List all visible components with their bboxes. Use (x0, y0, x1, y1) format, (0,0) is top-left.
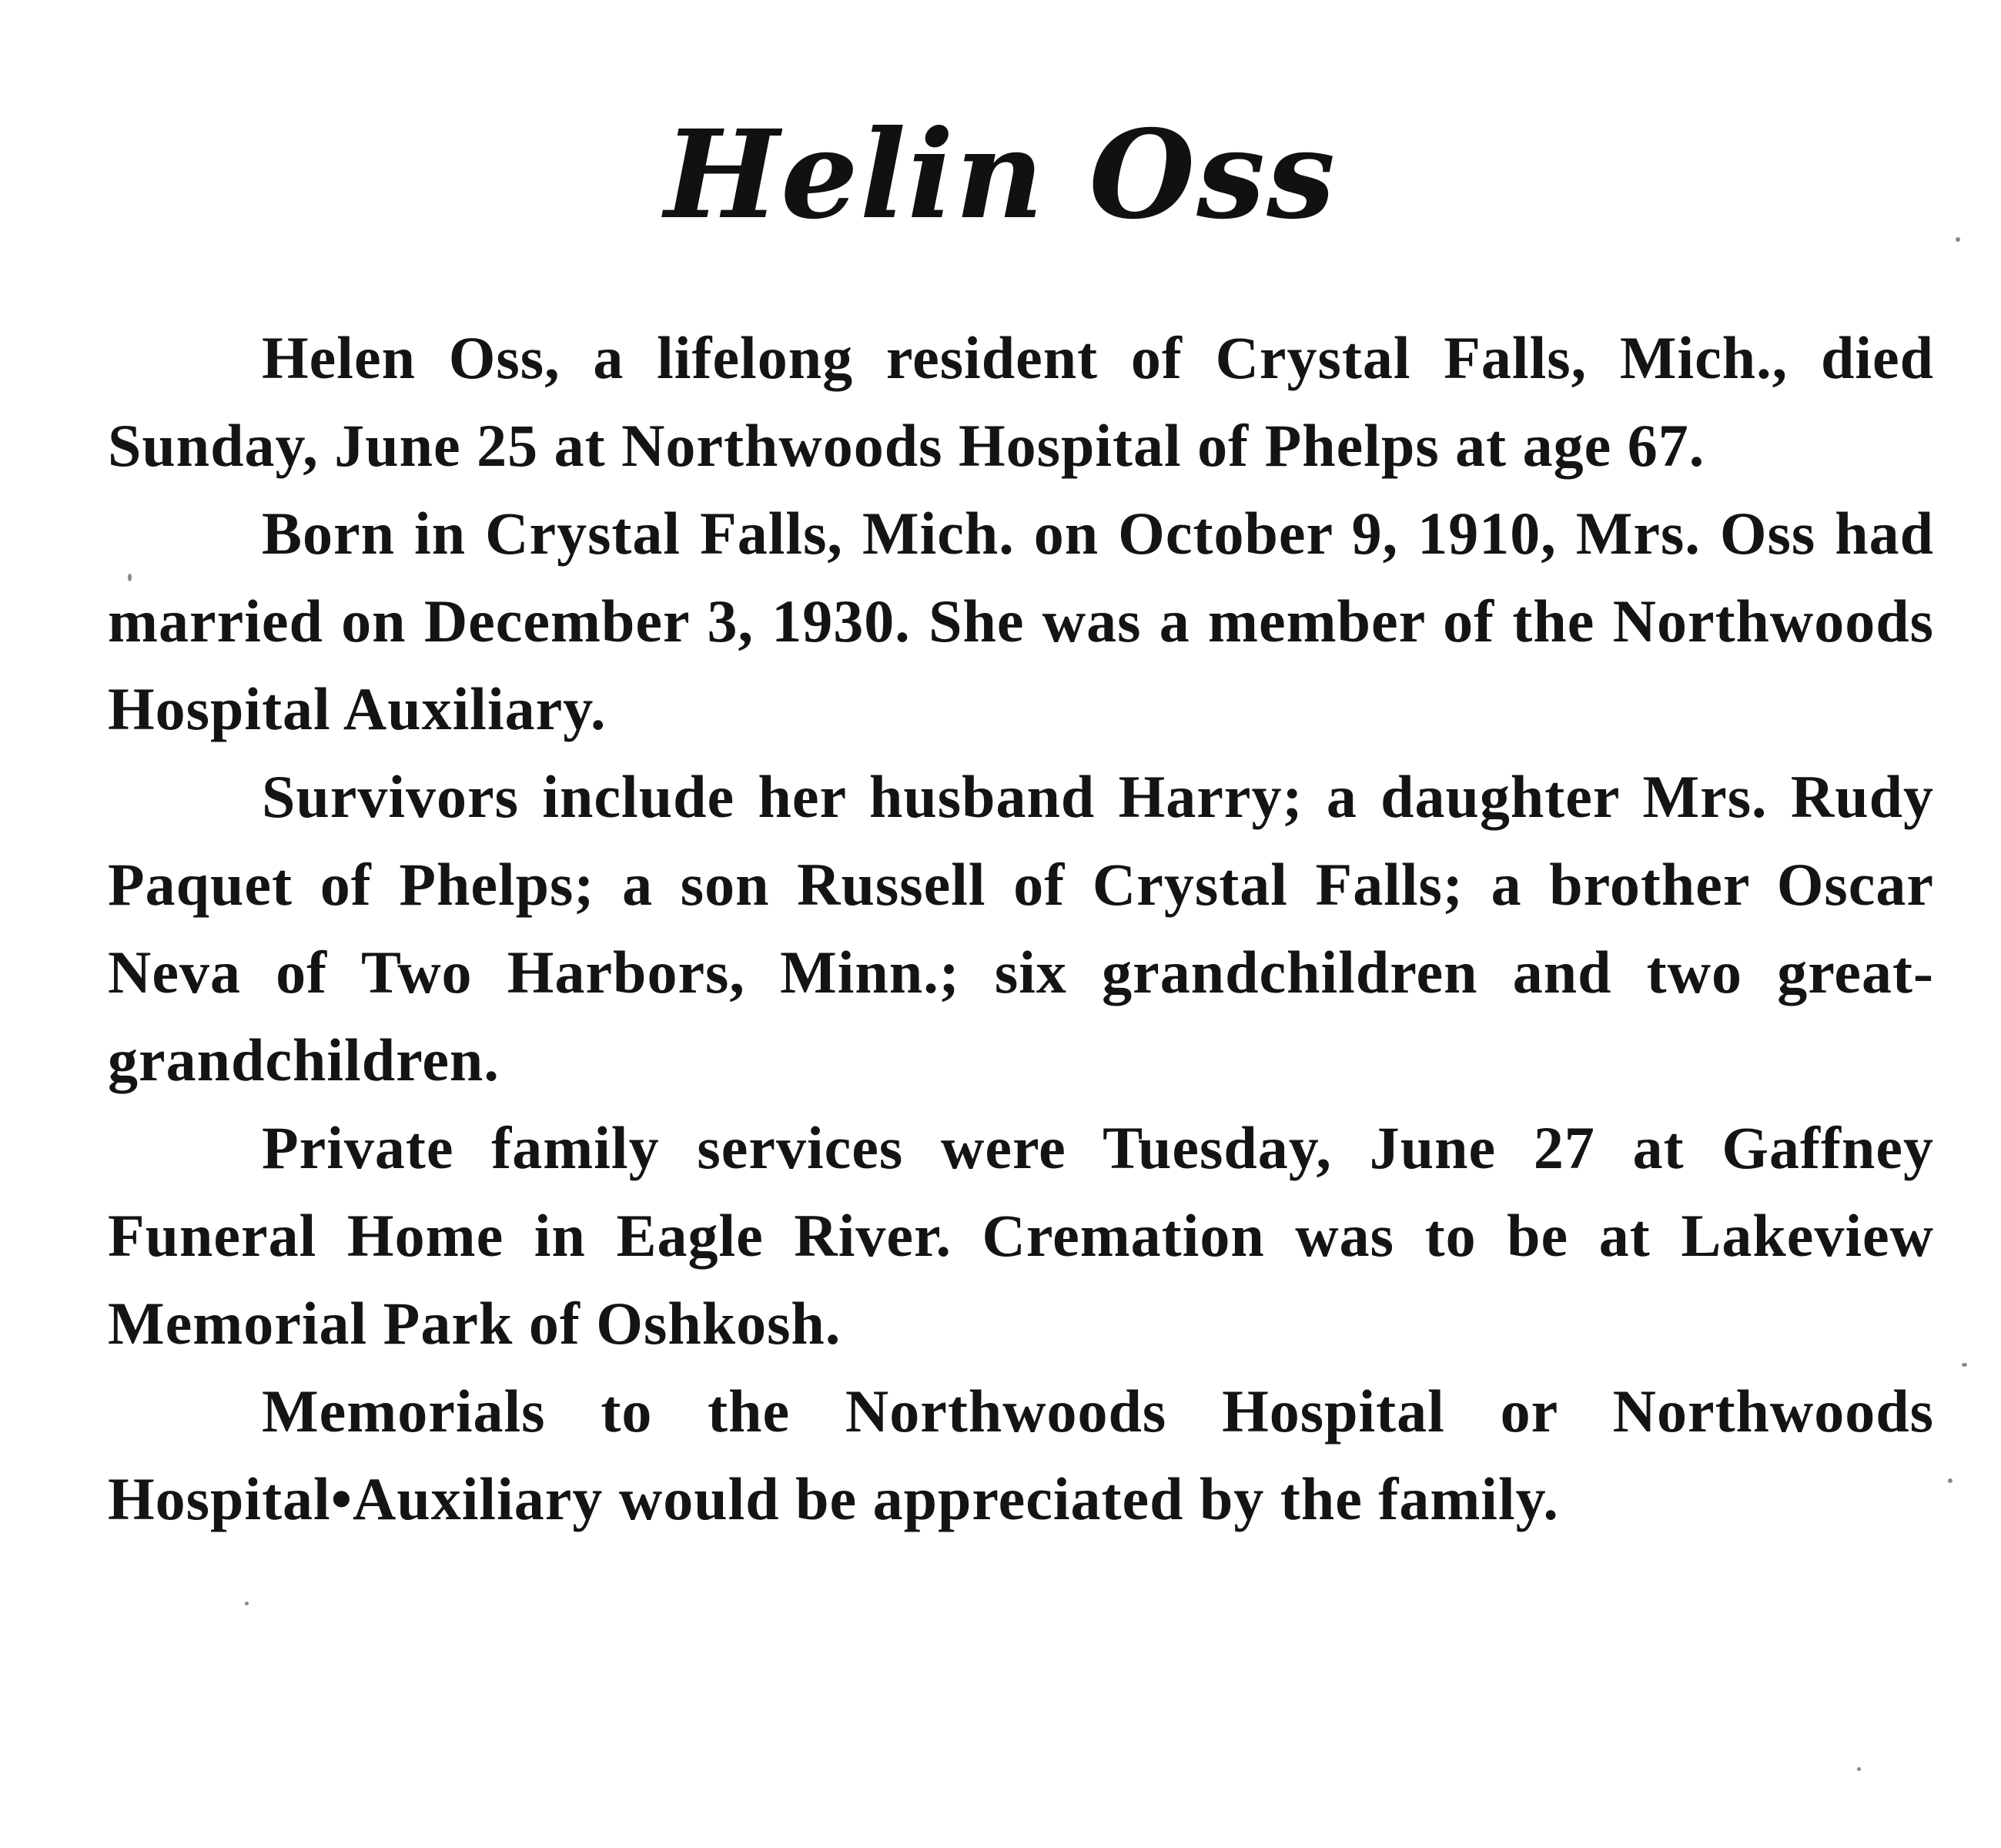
obituary-paragraph-death: Helen Oss, a lifelong resident of Crystal Falls, Mich., died Sunday, June 25 at Northwoods Hospital of Phelps at age 67. (108, 324, 1934, 479)
obituary-body (108, 314, 1934, 1543)
obituary-paragraph-services: Private family services were Tuesday, June 27 at Gaffney Funeral Home in Eagle River. Cremation was to be at Lakeview Memorial Park of Oshkosh. (108, 1114, 1934, 1357)
obituary-paragraph-birth: Born in Crystal Falls, Mich. on October 9, 1910, Mrs. Oss had married on December 3, 1930. She was a member of the Northwoods Hospital Auxiliary. (108, 500, 1934, 742)
print-speck (1857, 1767, 1861, 1771)
print-speck (128, 574, 132, 581)
obituary-paragraph-memorials: Memorials to the Northwoods Hospital or Northwoods Hospital•Auxiliary would be appreciated by the family. (108, 1378, 1934, 1532)
print-speck (245, 1602, 249, 1605)
obituary-paragraph-survivors: Survivors include her husband Harry; a daughter Mrs. Rudy Paquet of Phelps; a son Russell of Crystal Falls; a brother Oscar Neva of Two Harbors, Minn.; six grandchildren and two great-grandchildren. (108, 763, 1934, 1093)
obituary-headline: Helin Oss (664, 104, 1337, 246)
print-speck (1948, 1478, 1952, 1483)
print-speck (1962, 1363, 1967, 1367)
print-speck (1956, 237, 1960, 242)
